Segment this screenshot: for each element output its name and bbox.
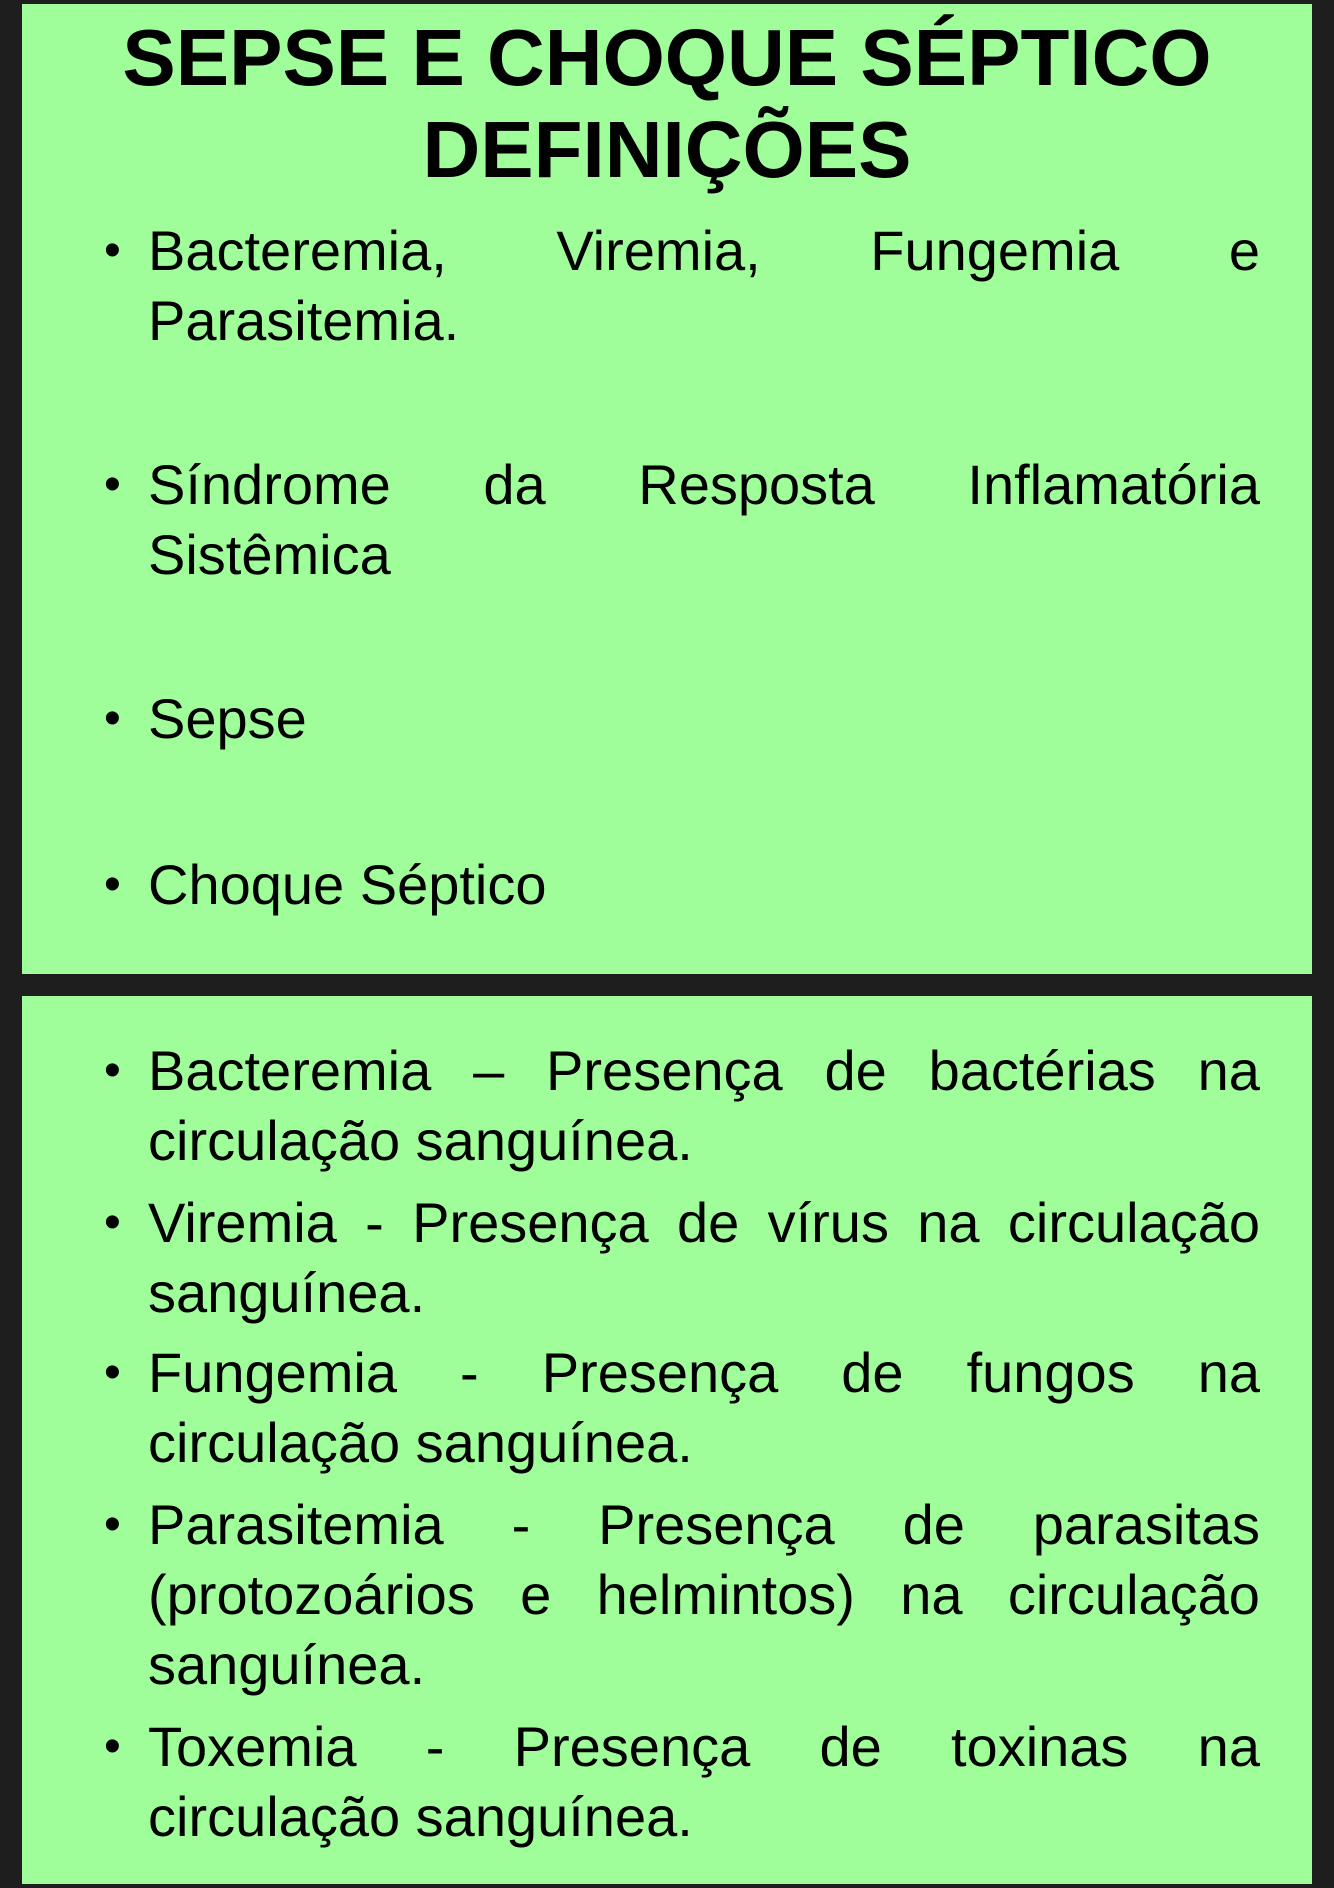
bullet-item (104, 1490, 1260, 1700)
bullet-dot-icon: • (104, 1498, 121, 1551)
bullet-line: Choque Séptico (148, 853, 547, 916)
slide-title: SEPSE E CHOQUE SÉPTICO (122, 13, 1212, 102)
bullet-dot-icon: • (104, 1346, 121, 1399)
bullet-line: Sistêmica (148, 523, 391, 586)
bullet-dot-icon: • (104, 1720, 121, 1773)
bullet-item (104, 1036, 1260, 1176)
slide-subtitle: DEFINIÇÕES (422, 105, 912, 194)
bullet-line: Síndrome da Resposta Inflamatória (148, 453, 1260, 516)
bullet-line: Toxemia - Presença de toxinas na (148, 1715, 1260, 1778)
bullet-item (104, 684, 1260, 754)
bullet-line: Fungemia - Presença de fungos na (148, 1341, 1260, 1404)
bullet-line: Sepse (148, 687, 307, 750)
bullet-item (104, 850, 1260, 920)
bullet-line: circulação sanguínea. (148, 1411, 693, 1474)
bullet-dot-icon: • (104, 858, 121, 911)
slide-definitions (22, 4, 1312, 974)
bullet-item (104, 216, 1260, 356)
bullet-dot-icon: • (104, 692, 121, 745)
bullet-dot-icon: • (104, 224, 121, 277)
bullet-item (104, 1188, 1260, 1328)
bullet-line: circulação sanguínea. (148, 1785, 693, 1848)
bullet-dot-icon: • (104, 1196, 121, 1249)
bullet-dot-icon: • (104, 1044, 121, 1097)
bullet-line: Viremia - Presença de vírus na circulação (148, 1191, 1260, 1254)
bullet-line: Parasitemia. (148, 289, 460, 352)
bullet-item (104, 450, 1260, 590)
bullet-line: Bacteremia, Viremia, Fungemia e (148, 219, 1260, 282)
bullet-line: circulação sanguínea. (148, 1109, 693, 1172)
bullet-line: sanguínea. (148, 1633, 426, 1696)
bullet-line: Parasitemia - Presença de parasitas (148, 1493, 1260, 1556)
bullet-line: (protozoários e helmintos) na circulação (148, 1563, 1260, 1626)
bullet-item (104, 1712, 1260, 1852)
bullet-dot-icon: • (104, 458, 121, 511)
bullet-line: sanguínea. (148, 1261, 426, 1324)
slide-definitions-detail (22, 996, 1312, 1884)
bullet-line: Bacteremia – Presença de bactérias na (148, 1039, 1260, 1102)
bullet-item (104, 1338, 1260, 1478)
